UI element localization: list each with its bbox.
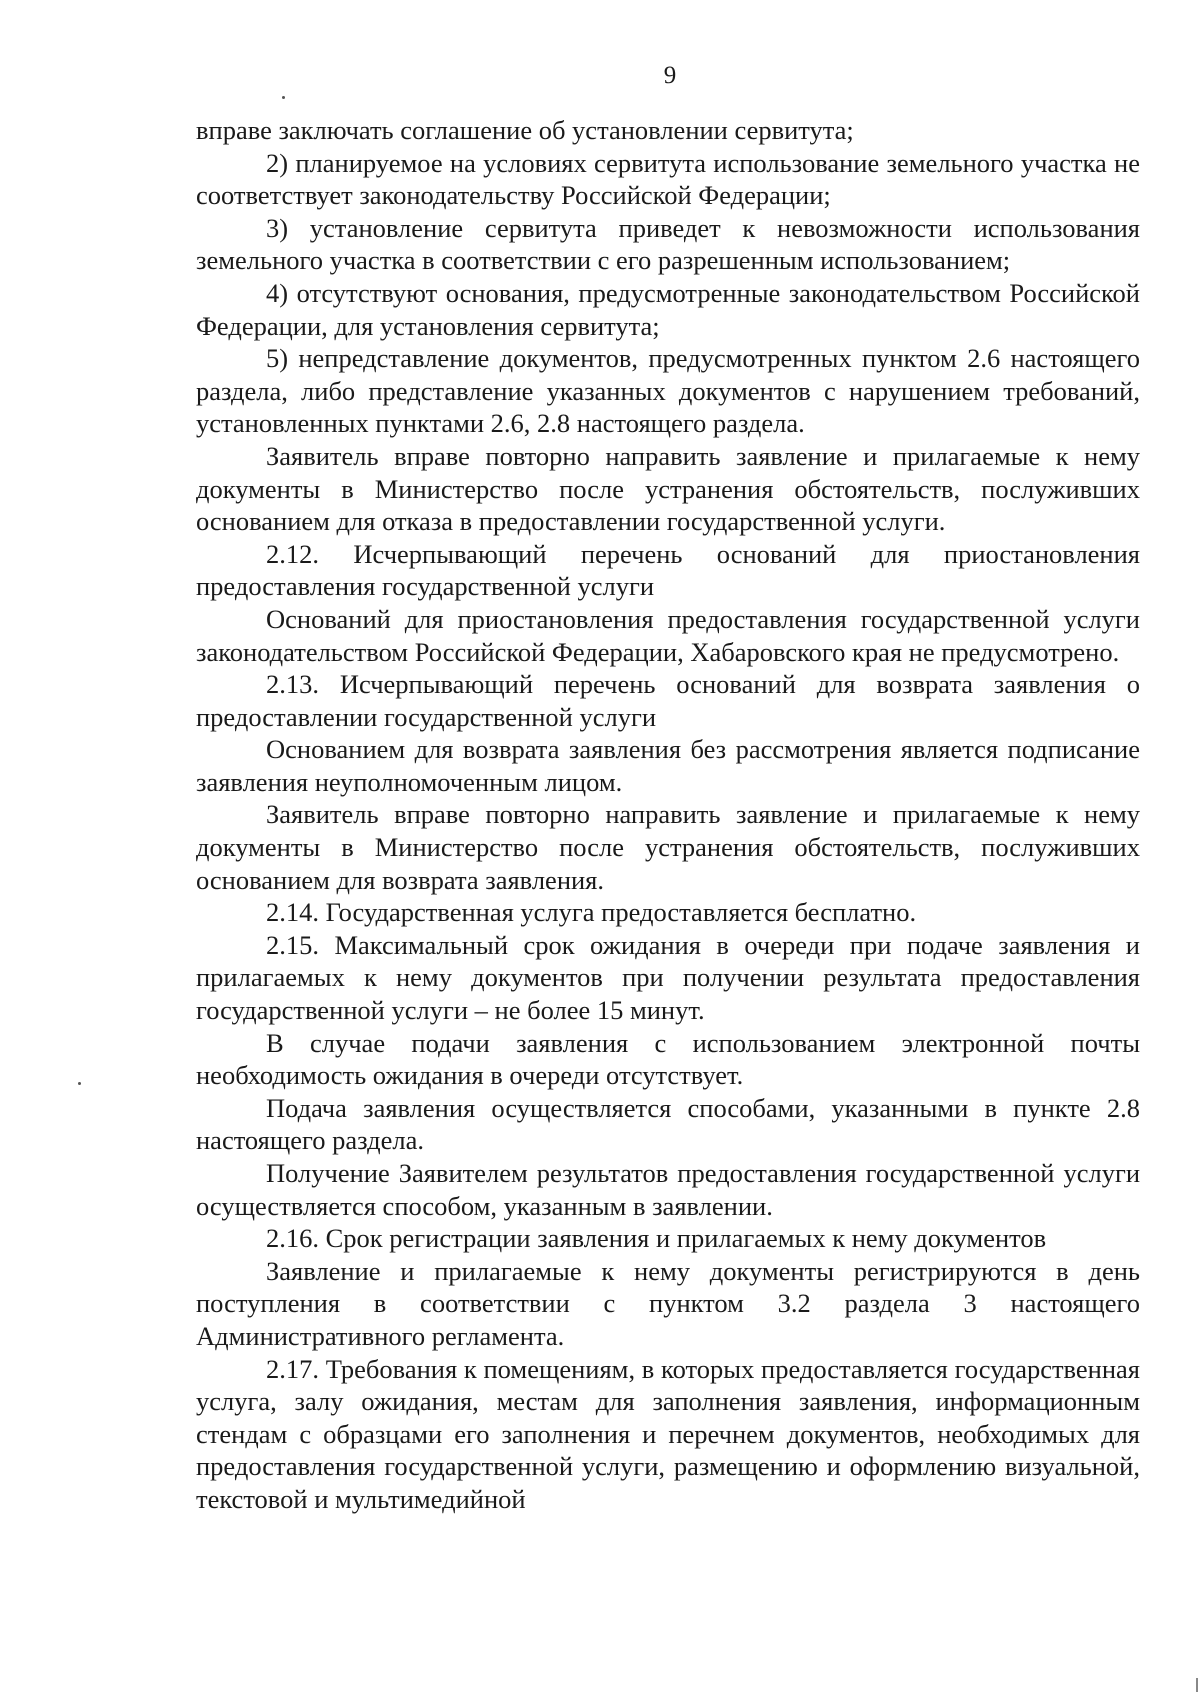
paragraph: Заявитель вправе повторно направить заявление и прилагаемые к нему документы в Министерство после устранения обстоятельств, послуживших основанием для отказа в предоставлении государственной услуги. — [196, 440, 1140, 537]
section-heading-2-13: 2.13. Исчерпывающий перечень оснований для возврата заявления о предоставлении государственной услуги — [196, 669, 1140, 732]
scan-edge-mark — [1196, 1678, 1198, 1692]
section-heading-2-15: 2.15. Максимальный срок ожидания в очереди при подаче заявления и прилагаемых к нему документов при получении результата предоставления государственной услуги – не более 15 минут. — [196, 929, 1140, 1026]
section-heading-2-16: 2.16. Срок регистрации заявления и прилагаемых к нему документов — [266, 1223, 1047, 1254]
scan-speck — [282, 96, 285, 99]
list-item-4: 4) отсутствуют основания, предусмотренные законодательством Российской Федерации, для установления сервитута; — [196, 277, 1140, 341]
paragraph: Оснований для приостановления предоставления государственной услуги законодательством Российской Федерации, Хабаровского края не предусмотрено. — [196, 603, 1140, 667]
section-heading-2-12: 2.12. Исчерпывающий перечень оснований для приостановления предоставления государственной услуги — [196, 538, 1140, 602]
section-heading-2-17: 2.17. Требования к помещениям, в которых предоставляется государственная услуга, залу ожидания, местам для заполнения заявления, информационным стендам с образцами его заполнения и перечнем документов, необходимых для предоставления государственной услуги, размещению и оформлению визуальной, текстовой и мультимедийной — [196, 1353, 1140, 1514]
paragraph: В случае подачи заявления с использованием электронной почты необходимость ожидания в очереди отсутствует. — [196, 1027, 1140, 1091]
page-number: 9 — [663, 62, 677, 89]
list-item-3: 3) установление сервитута приведет к невозможности использования земельного участка в соответствии с его разрешенным использованием; — [196, 212, 1140, 276]
list-item-5: 5) непредставление документов, предусмотренных пунктом 2.6 настоящего раздела, либо представление указанных документов с нарушением требований, установленных пунктами 2.6, 2.8 настоящего раздела. — [196, 343, 1140, 439]
list-item-2: 2) планируемое на условиях сервитута использование земельного участка не соответствует законодательству Российской Федерации; — [196, 147, 1140, 211]
paragraph: Заявитель вправе повторно направить заявление и прилагаемые к нему документы в Министерство после устранения обстоятельств, послуживших основанием для возврата заявления. — [196, 799, 1140, 895]
paragraph-continuation: вправе заключать соглашение об установлении сервитута; — [196, 115, 854, 145]
paragraph: Получение Заявителем результатов предоставления государственной услуги осуществляется способом, указанным в заявлении. — [196, 1158, 1140, 1221]
section-heading-2-14: 2.14. Государственная услуга предоставляется бесплатно. — [266, 897, 917, 928]
document-body — [196, 114, 1140, 1516]
paragraph: Подача заявления осуществляется способами, указанными в пункте 2.8 настоящего раздела. — [196, 1092, 1140, 1156]
paragraph: Основанием для возврата заявления без рассмотрения является подписание заявления неуполномоченным лицом. — [196, 734, 1140, 797]
scan-speck — [78, 1082, 81, 1085]
paragraph: Заявление и прилагаемые к нему документы регистрируются в день поступления в соответствии с пунктом 3.2 раздела 3 настоящего Административного регламента. — [196, 1255, 1140, 1351]
